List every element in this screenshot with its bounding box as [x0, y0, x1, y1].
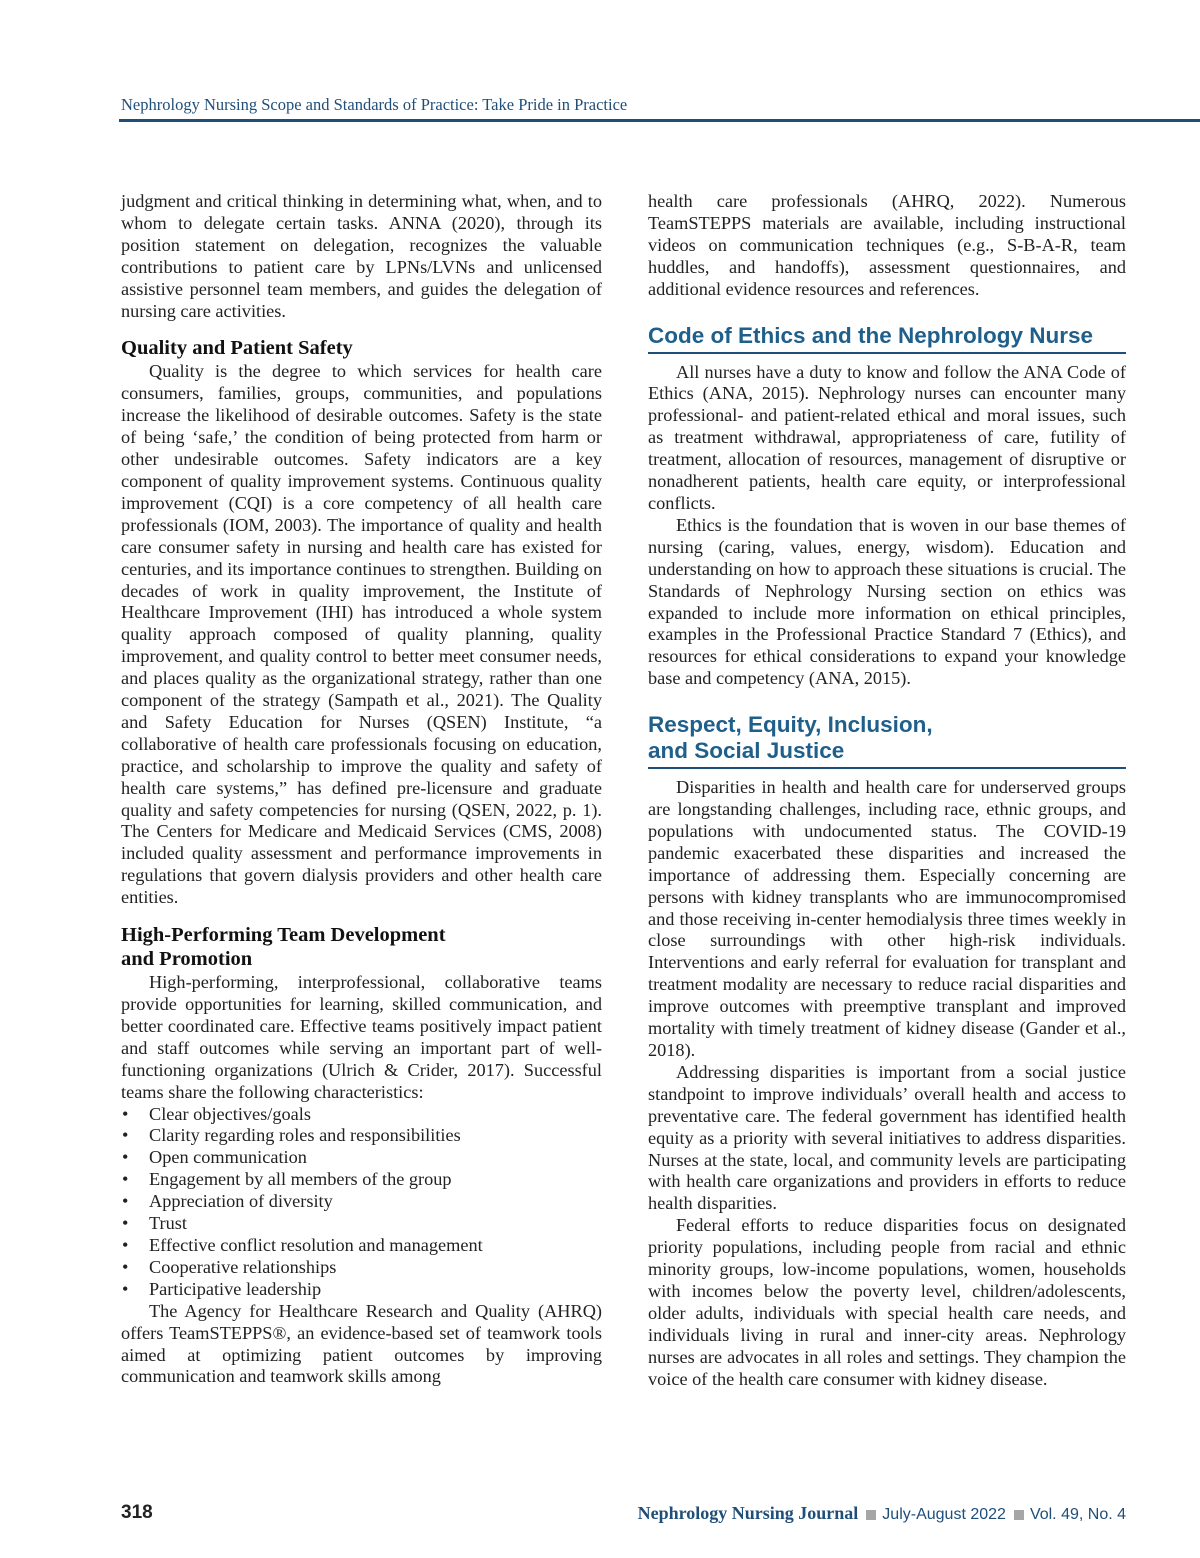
list-item: • Clear objectives/goals	[121, 1104, 602, 1126]
quality-heading: Quality and Patient Safety	[121, 337, 353, 360]
respect-paragraph-2: Addressing disparities is important from a social justice standpoint to improve individuals’ overall health and access to preventative care. The federal government has identified health equity as a priority with several initiatives to address disparities. Nurses at the state, local, and community levels are participating with health care organizations and providers in efforts to reduce health disparities.	[648, 1061, 1126, 1214]
list-item: • Appreciation of diversity	[121, 1191, 602, 1213]
journal-name: Nephrology Nursing Journal	[637, 1503, 859, 1523]
running-header: Nephrology Nursing Scope and Standards of Practice: Take Pride in Practice	[121, 95, 628, 114]
ethics-paragraph-2: Ethics is the foundation that is woven in our base themes of nursing (caring, values, energy, wisdom). Education and understanding on how to approach these situations is crucial. The Standards of Nephrology Nursing section on ethics was expanded to include more information on ethical principles, examples in the Professional Practice Standard 7 (Ethics), and resources for ethical considerations to expand your knowledge base and competency (ANA, 2015).	[648, 514, 1126, 689]
page-number: 318	[121, 1502, 153, 1523]
ethics-paragraph-1: All nurses have a duty to know and follow the ANA Code of Ethics (ANA, 2015). Nephrology nurses can encounter many professional- and patient-related ethical and moral issues, such as treatment withdrawal, appropriateness of care, futility of treatment, allocation of resources, management of disruptive or nonadherent patients, health care equity, or interprofessional conflicts.	[648, 361, 1126, 513]
continuation-paragraph: health care professionals (AHRQ, 2022). Numerous TeamSTEPPS materials are available, including instructional videos on communication techniques (e.g., S-B-A-R, team huddles, and handoffs), assessment questionnaires, and additional evidence resources and references.	[648, 191, 1126, 299]
team-heading-line1: High-Performing Team Development	[121, 924, 446, 947]
team-paragraph: High-performing, interprofessional, collaborative teams provide opportunities for learning, skilled communication, and better coordinated care. Effective teams positively impact patient and staff outcomes while serving an important part of well-functioning organizations (Ulrich & Crider, 2017). Successful teams share the following characteristics:	[121, 972, 602, 1102]
list-item: • Effective conflict resolution and management	[121, 1235, 602, 1257]
separator-square-icon	[1014, 1510, 1024, 1520]
respect-heading-line2: and Social Justice	[648, 738, 845, 764]
quality-paragraph: Quality is the degree to which services for health care consumers, families, groups, communities, and populations increase the likelihood of desirable outcomes. Safety is the state of being ‘safe,’ the condition of being protected from harm or other undesirable outcomes. Safety indicators are a key component of quality improvement systems. Continuous quality improvement (CQI) is a core competency of all health care professionals (IOM, 2003). The importance of quality and health care consumer safety in nursing and health care has existed for centuries, and its importance continues to strengthen. Building on decades of work in quality improvement, the Institute of Healthcare Improvement (IHI) has introduced a whole system quality approach composed of quality planning, quality improvement, and quality control to better meet consumer needs, and places quality as the organizational strategy, rather than one component of the strategy (Sampath et al., 2021). The Quality and Safety Education for Nurses (QSEN) Institute, “a collaborative of health care professionals focusing on education, practice, and scholarship to improve the quality and safety of health care systems,” has defined pre-licensure and graduate quality and safety competencies for nursing (QSEN, 2022, p. 1). The Centers for Medicare and Medicaid Services (CMS, 2008) included quality assessment and performance improvements in regulations that govern dialysis providers and other health care entities.	[121, 361, 602, 908]
list-item: • Cooperative relationships	[121, 1257, 602, 1279]
footer-citation	[638, 1503, 1126, 1524]
right-column	[648, 191, 1126, 1391]
respect-heading	[648, 712, 1126, 769]
issue-date: July-August 2022	[882, 1506, 1006, 1523]
list-item: • Clarity regarding roles and responsibilities	[121, 1125, 602, 1147]
left-column	[121, 191, 602, 1388]
respect-heading-line1: Respect, Equity, Inclusion,	[648, 712, 933, 738]
list-item: • Engagement by all members of the group	[121, 1169, 602, 1191]
intro-paragraph: judgment and critical thinking in determining what, when, and to whom to delegate certain tasks. ANNA (2020), through its position statement on delegation, recognizes the valuable contributions to patient care by LPNs/LVNs and unlicensed assistive personnel team members, and guides the delegation of nursing care activities.	[121, 191, 602, 321]
volume-number: Vol. 49, No. 4	[1029, 1506, 1126, 1523]
list-item: • Participative leadership	[121, 1279, 602, 1301]
team-heading-line2: and Promotion	[121, 948, 253, 971]
ahrq-paragraph: The Agency for Healthcare Research and Quality (AHRQ) offers TeamSTEPPS®, an evidence-based set of teamwork tools aimed at optimizing patient outcomes by improving communication and teamwork skills among	[121, 1300, 602, 1387]
respect-paragraph-1: Disparities in health and health care for underserved groups are longstanding challenges, including race, ethnic groups, and populations with undocumented status. The COVID-19 pandemic exacerbated these disparities and increased the importance of addressing them. Especially concerning are persons with kidney transplants who are immunocompromised and those receiving in-center hemodialysis three times weekly in close surroundings with other high-risk individuals. Interventions and early referral for evaluation for transplant and treatment modality are necessary to reduce racial disparities and improve outcomes with preemptive transplant and improved mortality with timely treatment of kidney disease (Gander et al., 2018).	[648, 777, 1126, 1060]
respect-paragraph-3: Federal efforts to reduce disparities focus on designated priority populations, including people from racial and ethnic minority groups, low-income populations, women, households with incomes below the poverty level, children/adolescents, older adults, individuals with special health care needs, and individuals living in rural and inner-city areas. Nephrology nurses are advocates in all roles and settings. They champion the voice of the health care consumer with kidney disease.	[648, 1215, 1126, 1389]
separator-square-icon	[866, 1510, 876, 1520]
team-characteristics-list	[121, 1104, 602, 1301]
list-item: • Trust	[121, 1213, 602, 1235]
ethics-heading: Code of Ethics and the Nephrology Nurse	[648, 323, 1126, 354]
team-heading	[121, 923, 602, 971]
list-item: • Open communication	[121, 1147, 602, 1169]
header-rule	[119, 119, 1200, 122]
